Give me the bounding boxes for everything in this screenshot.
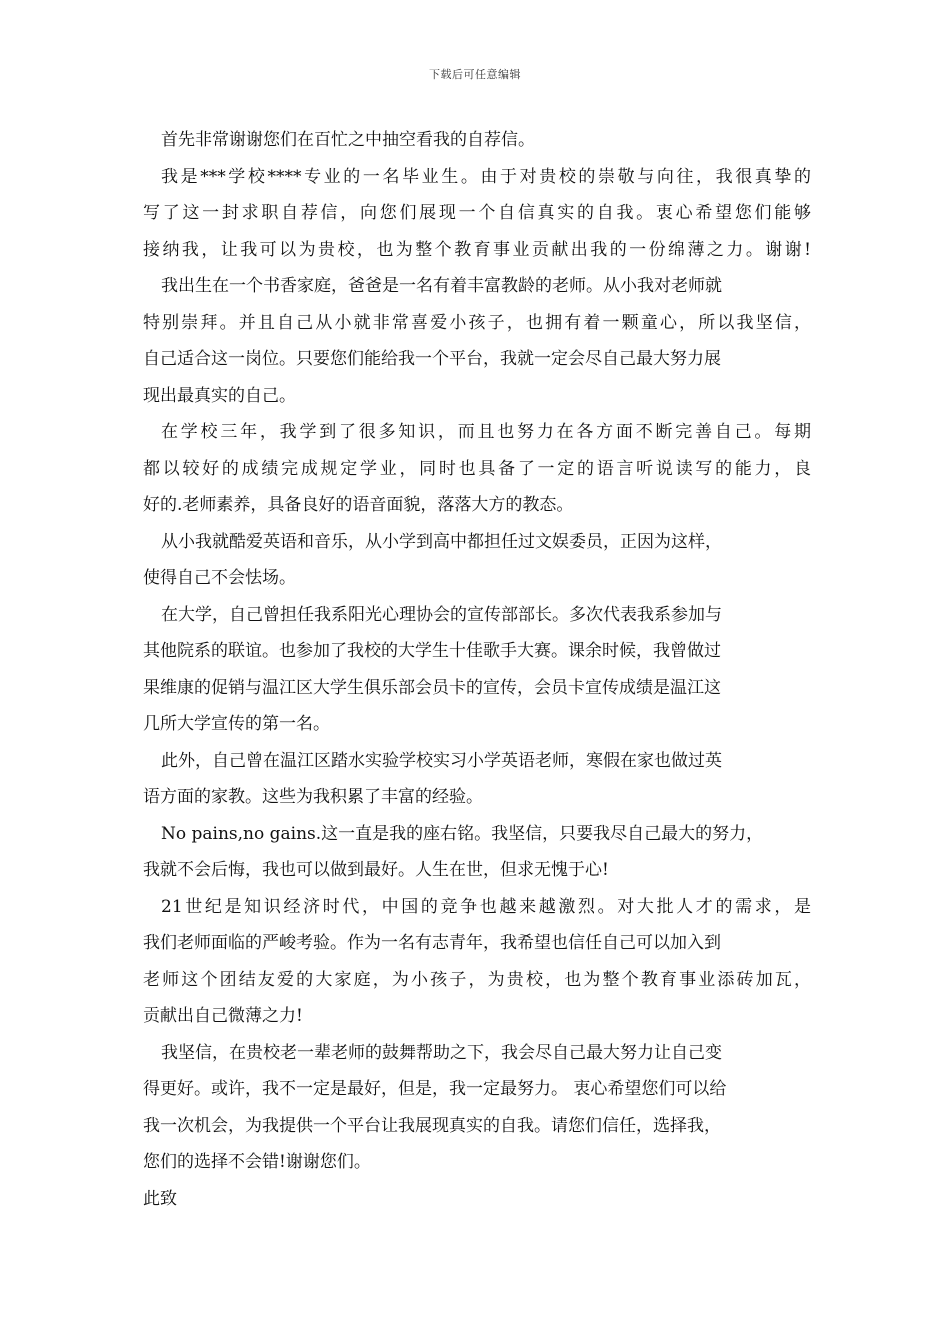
paragraph-line: 我一次机会，为我提供一个平台让我展现真实的自我。请您们信任，选择我，: [143, 1115, 721, 1136]
paragraph-line: 从小我就酷爱英语和音乐，从小学到高中都担任过文娱委员，正因为这样，: [161, 531, 722, 552]
paragraph-line: 接纳我，让我可以为贵校，也为整个教育事业贡献出我的一份绵薄之力。谢谢!: [143, 239, 811, 260]
paragraph: [143, 889, 811, 1035]
paragraph-line: 在大学，自己曾担任我系阳光心理协会的宣传部部长。多次代表我系参加与: [161, 604, 722, 625]
paragraph-line: 好的.老师素养，具备良好的语音面貌，落落大方的教态。: [143, 495, 574, 515]
paragraph-line: 使得自己不会怯场。: [143, 568, 296, 588]
paragraph-line: 得更好。或许，我不一定是最好，但是，我一定最努力。 衷心希望您们可以给: [143, 1079, 727, 1099]
paragraph: [143, 268, 811, 414]
closing-line: 此致: [143, 1188, 177, 1209]
paragraph: [143, 414, 811, 524]
paragraph-line: 写了这一封求职自荐信，向您们展现一个自信真实的自我。衷心希望您们能够: [143, 203, 811, 223]
paragraph-line: 语方面的家教。这些为我积累了丰富的经验。: [143, 787, 483, 807]
paragraph-line: 特别崇拜。并且自己从小就非常喜爱小孩子，也拥有着一颗童心，所以我坚信，: [143, 312, 811, 333]
paragraph-line: 我出生在一个书香家庭，爸爸是一名有着丰富教龄的老师。从小我对老师就: [161, 276, 722, 296]
paragraph-line: 我们老师面临的严峻考验。作为一名有志青年，我希望也信任自己可以加入到: [143, 933, 721, 953]
paragraph: [143, 816, 811, 889]
paragraph-line: 果维康的促销与温江区大学生俱乐部会员卡的宣传，会员卡宣传成绩是温江这: [143, 677, 721, 698]
paragraph-line: 老师这个团结友爱的大家庭，为小孩子，为贵校，也为整个教育事业添砖加瓦，: [143, 969, 811, 990]
paragraph-line: 您们的选择不会错!谢谢您们。: [143, 1152, 371, 1172]
paragraph-line: 几所大学宣传的第一名。: [143, 714, 330, 734]
paragraph: [143, 159, 811, 269]
paragraph: [143, 1035, 811, 1181]
paragraph-line: 21世纪是知识经济时代，中国的竞争也越来越激烈。对大批人才的需求，是: [161, 896, 811, 917]
paragraph-line: 我坚信，在贵校老一辈老师的鼓舞帮助之下，我会尽自己最大努力让自己变: [161, 1042, 722, 1063]
paragraph-line: No pains,no gains.这一直是我的座右铭。我坚信，只要我尽自己最大的努力，: [161, 823, 764, 844]
paragraph-line: 此外，自己曾在温江区踏水实验学校实习小学英语老师，寒假在家也做过英: [161, 750, 722, 771]
page-header: 下载后可任意编辑: [429, 68, 521, 81]
paragraph-line: 在学校三年，我学到了很多知识，而且也努力在各方面不断完善自己。每期: [161, 422, 811, 442]
paragraph-line: 贡献出自己微薄之力!: [143, 1006, 303, 1026]
paragraph-line: 我就不会后悔，我也可以做到最好。人生在世，但求无愧于心!: [143, 860, 609, 880]
paragraph: [143, 743, 811, 816]
paragraph-line: 现出最真实的自己。: [143, 385, 296, 406]
paragraph: [143, 597, 811, 743]
paragraph-line: 自己适合这一岗位。只要您们能给我一个平台，我就一定会尽自己最大努力展: [143, 349, 721, 369]
paragraph: [143, 524, 811, 597]
paragraph-line: 首先非常谢谢您们在百忙之中抽空看我的自荐信。: [161, 130, 535, 150]
letter-body: [143, 122, 811, 1217]
paragraph-list: [143, 122, 811, 1181]
paragraph-line: 其他院系的联谊。也参加了我校的大学生十佳歌手大赛。课余时候，我曾做过: [143, 641, 721, 661]
paragraph-line: 都以较好的成绩完成规定学业，同时也具备了一定的语言听说读写的能力，良: [143, 458, 811, 479]
paragraph: [143, 122, 811, 159]
paragraph-line: 我是***学校****专业的一名毕业生。由于对贵校的崇敬与向往，我很真挚的: [161, 166, 811, 187]
